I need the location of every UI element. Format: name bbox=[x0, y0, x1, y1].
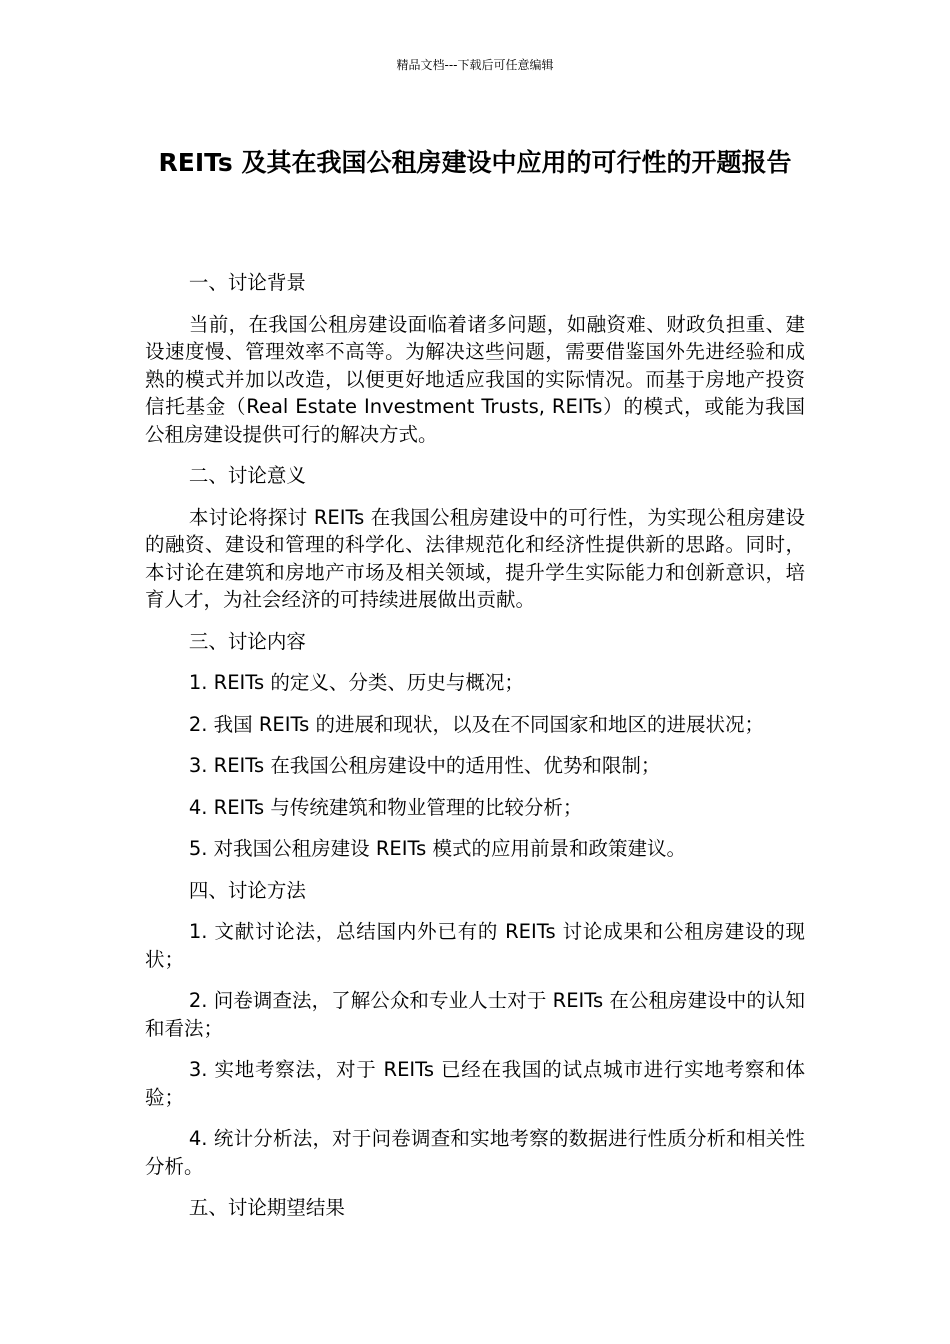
document-title: REITs 及其在我国公租房建设中应用的可行性的开题报告 bbox=[158, 148, 792, 177]
section-heading-content: 三、讨论内容 bbox=[188, 629, 306, 653]
document-body bbox=[145, 269, 805, 1236]
section-heading-expected-results: 五、讨论期望结果 bbox=[188, 1196, 345, 1219]
paragraph-significance: 本讨论将探讨 REITs 在我国公租房建设中的可行性，为实现公租房建设的融资、建设和管理的科学化、法律规范化和经济性提供新的思路。同时，本讨论在建筑和房地产市场及相关领域，提升学生实际能力和创新意识，培育人才，为社会经济的可持续进展做出贡献。 bbox=[145, 505, 805, 611]
method-item-1: 1. 文献讨论法，总结国内外已有的 REITs 讨论成果和公租房建设的现状； bbox=[145, 920, 805, 971]
section-heading-significance: 二、讨论意义 bbox=[188, 464, 306, 487]
method-item-3: 3. 实地考察法，对于 REITs 已经在我国的试点城市进行实地考察和体验； bbox=[145, 1058, 805, 1109]
content-item-1: 1. REITs 的定义、分类、历史与概况； bbox=[188, 671, 524, 694]
content-item-4: 4. REITs 与传统建筑和物业管理的比较分析； bbox=[188, 795, 583, 819]
method-item-4: 4. 统计分析法，对于问卷调查和实地考察的数据进行性质分析和相关性分析。 bbox=[145, 1127, 805, 1178]
content-item-3: 3. REITs 在我国公租房建设中的适用性、优势和限制； bbox=[188, 754, 661, 777]
content-item-2: 2. 我国 REITs 的进展和现状，以及在不同国家和地区的进展状况； bbox=[188, 712, 765, 736]
method-item-2: 2. 问卷调查法，了解公众和专业人士对于 REITs 在公租房建设中的认知和看法； bbox=[145, 989, 805, 1040]
section-heading-background: 一、讨论背景 bbox=[188, 271, 306, 294]
section-heading-methods: 四、讨论方法 bbox=[188, 878, 306, 902]
content-item-5: 5. 对我国公租房建设 REITs 模式的应用前景和政策建议。 bbox=[188, 837, 687, 860]
header-note: 精品文档---下载后可任意编辑 bbox=[396, 58, 554, 72]
paragraph-background: 当前，在我国公租房建设面临着诸多问题，如融资难、财政负担重、建设速度慢、管理效率不高等。为解决这些问题，需要借鉴国外先进经验和成熟的模式并加以改造，以便更好地适应我国的实际情况。而基于房地产投资信托基金（Real Estate Investment Trusts, REITs）的模式，或能为我国公租房建设提供可行的解决方式。 bbox=[145, 312, 805, 446]
